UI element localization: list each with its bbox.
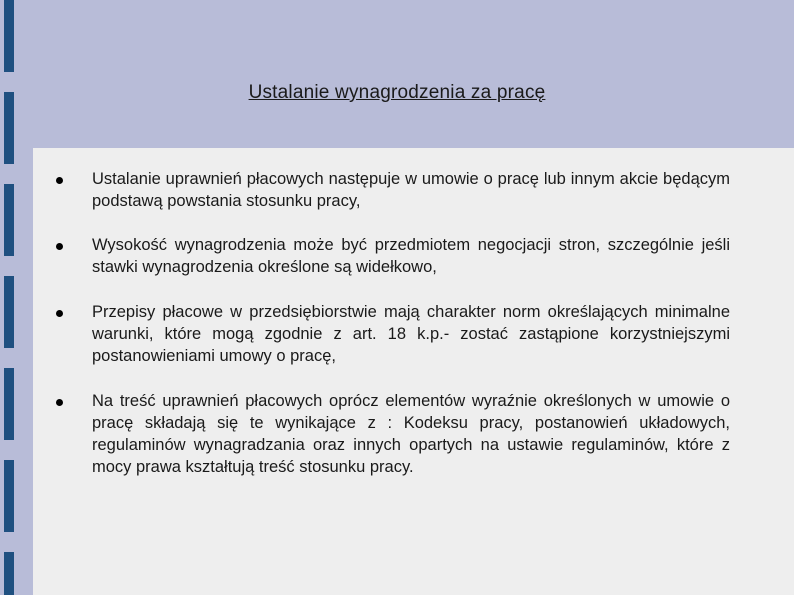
bullet-text: Przepisy płacowe w przedsiębiorstwie mają charakter norm określających minimalne warunki, które mogą zgodnie z art. 18 k.p.- zostać zastąpione korzystniejszymi postanowieniami umowy o pracę, (92, 303, 730, 365)
bullet-text: Wysokość wynagrodzenia może być przedmiotem negocjacji stron, szczególnie jeśli stawki wynagrodzenia określone są widełkowo, (92, 236, 730, 276)
bullet-text: Na treść uprawnień płacowych oprócz elementów wyraźnie określonych w umowie o pracę składają się te wynikające z : Kodeksu pracy, postanowień układowych, regulaminów wynagradzania oraz innych opartych na ustawie regulaminów, które z mocy prawa kształtują treść stosunku pracy. (92, 392, 730, 476)
decorative-bar (4, 460, 14, 532)
bullet-dot-icon (56, 310, 63, 317)
bullet-dot-icon (56, 177, 63, 184)
content-panel (33, 148, 794, 595)
decorative-bar (4, 276, 14, 348)
decorative-bar (4, 184, 14, 256)
bullet-text: Ustalanie uprawnień płacowych następuje w umowie o pracę lub innym akcie będącym podstawą powstania stosunku pracy, (92, 170, 730, 210)
bullet-dot-icon (56, 399, 63, 406)
slide-title: Ustalanie wynagrodzenia za pracę (248, 82, 546, 103)
decorative-bar (4, 552, 14, 595)
decorative-bar (4, 368, 14, 440)
decorative-bar (4, 0, 14, 72)
bullet-dot-icon (56, 243, 63, 250)
